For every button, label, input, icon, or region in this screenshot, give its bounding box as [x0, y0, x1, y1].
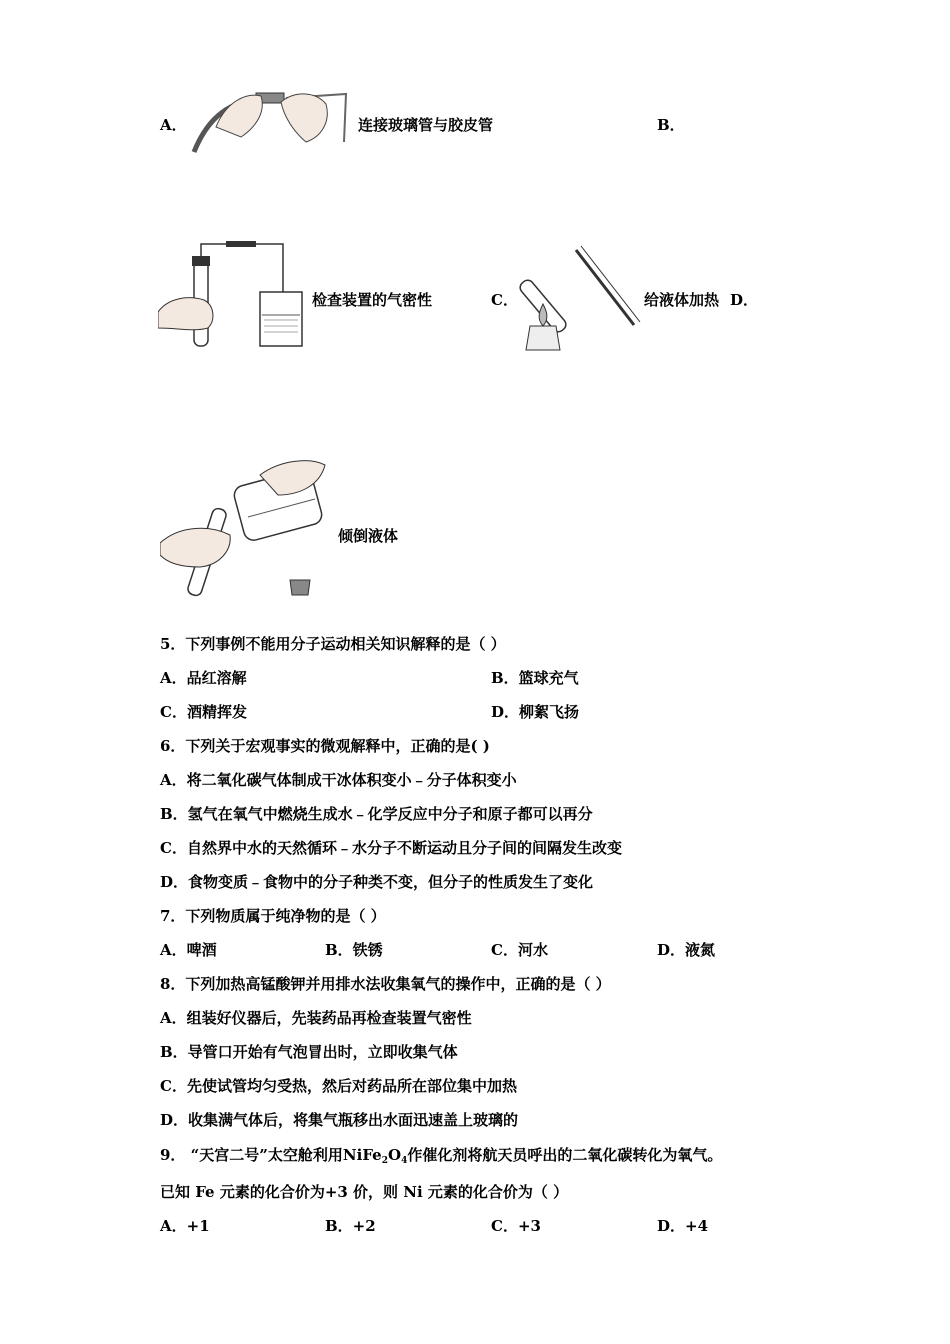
airtightness-check-figure	[158, 240, 308, 350]
option-b-caption: 检查装置的气密性	[312, 291, 433, 309]
q5-option-c: C．酒精挥发	[160, 703, 247, 721]
q9-option-c: C．+3	[491, 1217, 541, 1235]
option-c-caption: 给液体加热	[644, 291, 720, 309]
option-b-label: B．	[657, 116, 685, 134]
q9-stem	[160, 1145, 722, 1171]
q8-option-a: A．组装好仪器后，先装药品再检查装置气密性	[160, 1009, 472, 1027]
q8-option-d: D．收集满气体后，将集气瓶移出水面迅速盖上玻璃的	[160, 1111, 519, 1129]
q7-option-c: C．河水	[491, 941, 548, 959]
q6-option-a: A．将二氧化碳气体制成干冰体积变小﹣分子体积变小	[160, 771, 517, 789]
q7-option-b: B．铁锈	[325, 941, 383, 959]
q5-option-a: A．品红溶解	[160, 669, 247, 687]
q5-option-b: B．篮球充气	[491, 669, 579, 687]
hoses-glass-tube-figure	[186, 82, 356, 157]
q8-stem: 8．下列加热高锰酸钾并用排水法收集氧气的操作中，正确的是（ ）	[160, 975, 611, 993]
q8-option-c: C．先使试管均匀受热，然后对药品所在部位集中加热	[160, 1077, 517, 1095]
pouring-liquid-figure	[160, 455, 332, 605]
q7-option-a: A．啤酒	[160, 941, 217, 959]
q8-option-b: B．导管口开始有气泡冒出时，立即收集气体	[160, 1043, 458, 1061]
q6-option-d: D．食物变质﹣食物中的分子种类不变，但分子的性质发生了变化	[160, 873, 594, 891]
q9-option-b: B．+2	[325, 1217, 376, 1235]
q9-option-a: A．+1	[160, 1217, 210, 1235]
q5-option-d: D．柳絮飞扬	[491, 703, 580, 721]
q7-option-d: D．液氮	[657, 941, 716, 959]
q6-option-c: C．自然界中水的天然循环﹣水分子不断运动且分子间的间隔发生改变	[160, 839, 622, 857]
option-a-caption: 连接玻璃管与胶皮管	[358, 116, 494, 134]
option-c-label: C．	[491, 291, 518, 309]
option-a-label: A．	[160, 116, 187, 134]
option-d-caption: 倾倒液体	[338, 527, 399, 545]
q7-stem: 7．下列物质属于纯净物的是（ ）	[160, 907, 386, 925]
q9-stem-after: 作催化剂将航天员呼出的二氧化碳转化为氧气。	[407, 1146, 723, 1164]
q9-line2: 已知 Fe 元素的化合价为+3 价，则 Ni 元素的化合价为（ ）	[160, 1183, 569, 1201]
option-d-label: D．	[730, 291, 759, 309]
q9-option-d: D．+4	[657, 1217, 709, 1235]
heating-liquid-figure	[516, 240, 641, 355]
q6-stem: 6．下列关于宏观事实的微观解释中，正确的是( )	[160, 737, 490, 755]
q9-formula: $NiFe_2O_4$	[342, 1146, 408, 1166]
q5-stem: 5．下列事例不能用分子运动相关知识解释的是（ ）	[160, 635, 506, 653]
q6-option-b: B．氢气在氧气中燃烧生成水﹣化学反应中分子和原子都可以再分	[160, 805, 593, 823]
q9-stem-before: 9． “天宫二号”太空舱利用	[160, 1146, 343, 1164]
